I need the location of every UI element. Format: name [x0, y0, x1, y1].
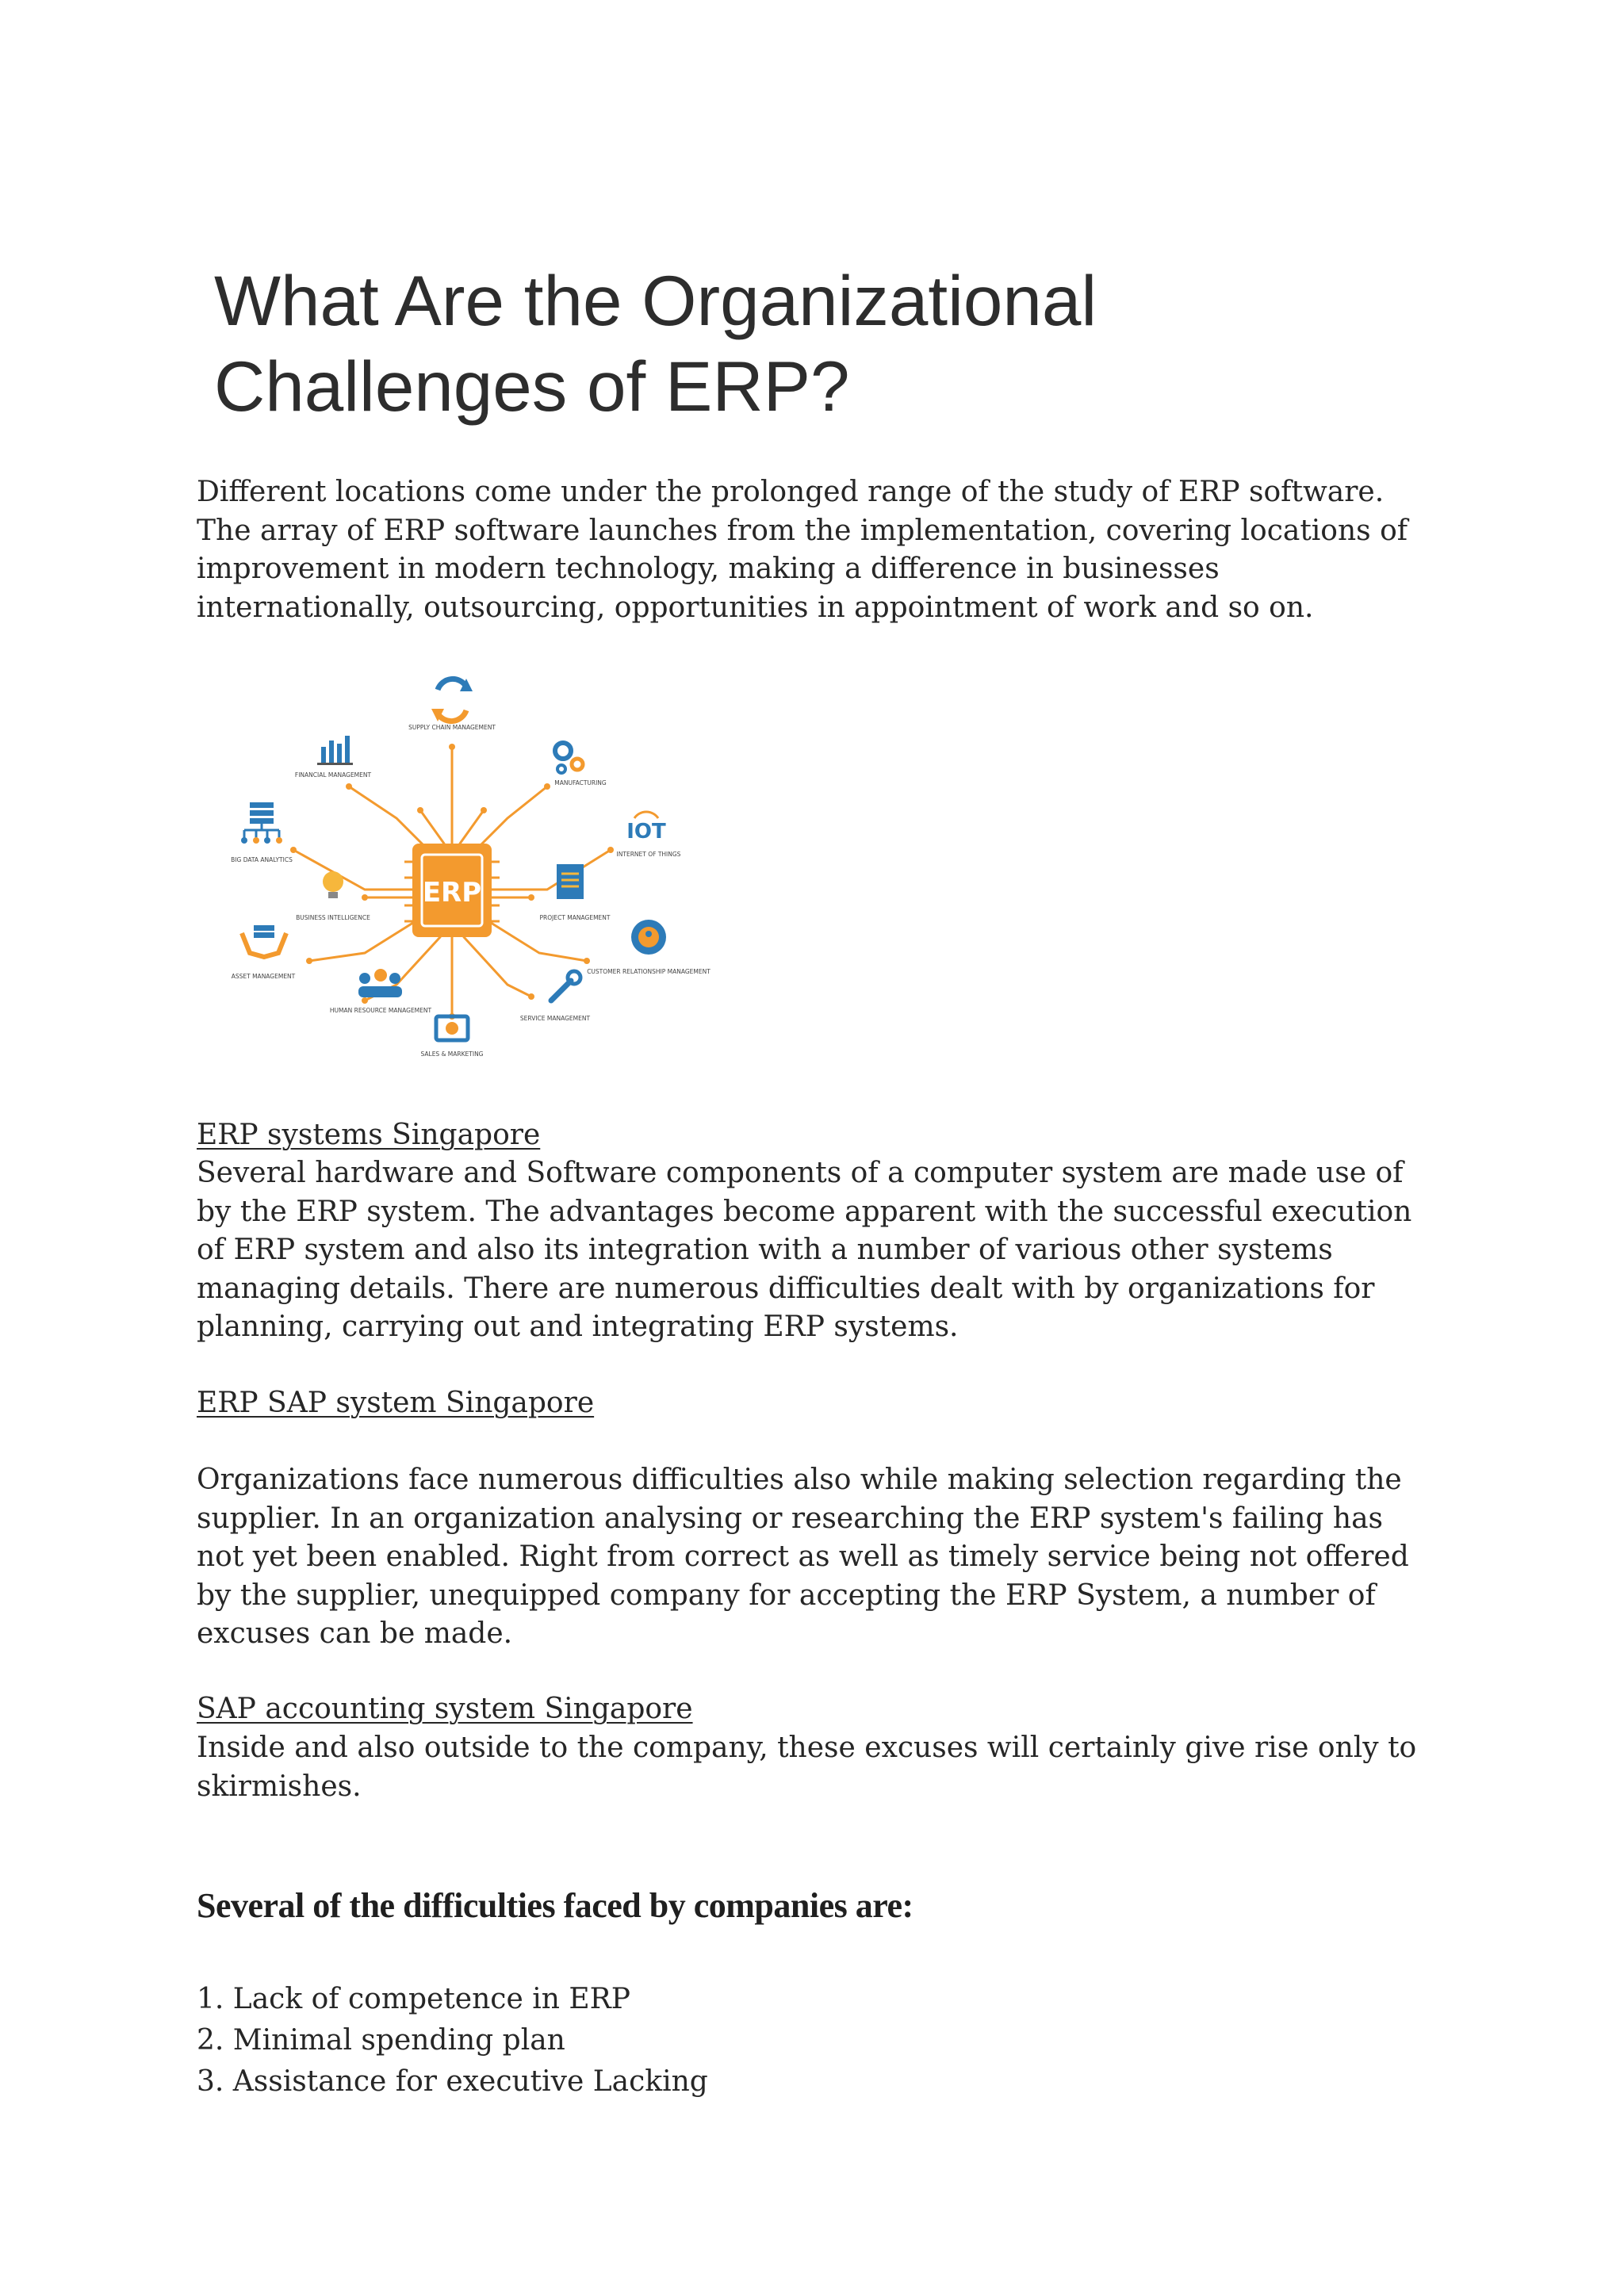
bar-chart-icon	[317, 736, 353, 765]
gear-person-icon	[631, 920, 666, 955]
hands-server-icon	[242, 925, 286, 957]
erp-center-label: ERP	[422, 877, 482, 909]
title-line-1: What Are the Organizational	[214, 261, 1097, 340]
title-line-2: Challenges of ERP?	[214, 346, 850, 426]
document-icon	[557, 864, 584, 899]
module-label: SALES & MARKETING	[420, 1050, 484, 1058]
people-icon	[358, 969, 402, 997]
refresh-cycle-icon	[431, 679, 473, 721]
module-label: MANUFACTURING	[554, 779, 607, 786]
module-label: FINANCIAL MANAGEMENT	[294, 771, 372, 779]
erp-chip-icon	[404, 844, 500, 937]
module-label: BIG DATA ANALYTICS	[231, 856, 293, 863]
module-label: ASSET MANAGEMENT	[231, 973, 296, 980]
section2-paragraph: Organizations face numerous difficulties also while making selection regarding the supplier. In an organization analysing or researching the ERP system's failing has not yet been enabled. Right from correct as well as timely service being not offered by the supplier, unequipped company for accepting the ERP System, a number of excuses can be made.	[197, 1464, 1409, 1650]
data-network-icon	[241, 802, 282, 844]
module-label: HUMAN RESOURCE MANAGEMENT	[329, 1007, 432, 1014]
iot-icon	[626, 812, 666, 844]
section3-paragraph: Inside and also outside to the company, these excuses will certainly give rise only to skirmishes.	[197, 1732, 1417, 1803]
section1-paragraph: Several hardware and Software components of a computer system are made use of by the ERP system. The advantages become apparent with the successful execution of ERP system and also its integration with a number of various other systems managing details. There are numerous difficulties dealt with by organizations for planning, carrying out and integrating ERP systems.	[197, 1157, 1412, 1343]
module-label: BUSINESS INTELLIGENCE	[296, 914, 370, 921]
wrench-icon	[551, 971, 580, 1001]
list-item: 2. Minimal spending plan	[197, 2024, 565, 2057]
gears-icon	[555, 743, 583, 773]
list-item: 3. Assistance for executive Lacking	[197, 2065, 708, 2098]
module-label: INTERNET OF THINGS	[616, 851, 681, 858]
svg-text:IOT: IOT	[626, 820, 666, 844]
sap-accounting-system-singapore-link[interactable]: SAP accounting system Singapore	[197, 1693, 693, 1725]
module-label: PROJECT MANAGEMENT	[539, 914, 611, 921]
money-icon	[436, 1016, 468, 1040]
lightbulb-icon	[323, 871, 343, 898]
page-title	[214, 258, 1483, 429]
module-label: SUPPLY CHAIN MANAGEMENT	[408, 724, 496, 731]
difficulties-heading: Several of the difficulties faced by companies are:	[197, 1886, 914, 1925]
erp-sap-system-singapore-link[interactable]: ERP SAP system Singapore	[197, 1387, 595, 1419]
erp-systems-singapore-link[interactable]: ERP systems Singapore	[197, 1119, 541, 1151]
module-label: CUSTOMER RELATIONSHIP MANAGEMENT	[587, 968, 710, 975]
intro-paragraph: Different locations come under the prolonged range of the study of ERP software. The array of ERP software launches from the implementation, covering locations of improvement in modern technology, making a difference in businesses internationally, outsourcing, opportunities in appointment of work and so on.	[197, 476, 1408, 624]
erp-modules-diagram	[214, 668, 710, 1068]
difficulties-list	[197, 1979, 708, 2103]
list-item: 1. Lack of competence in ERP	[197, 1983, 630, 2015]
module-label: SERVICE MANAGEMENT	[519, 1015, 591, 1022]
